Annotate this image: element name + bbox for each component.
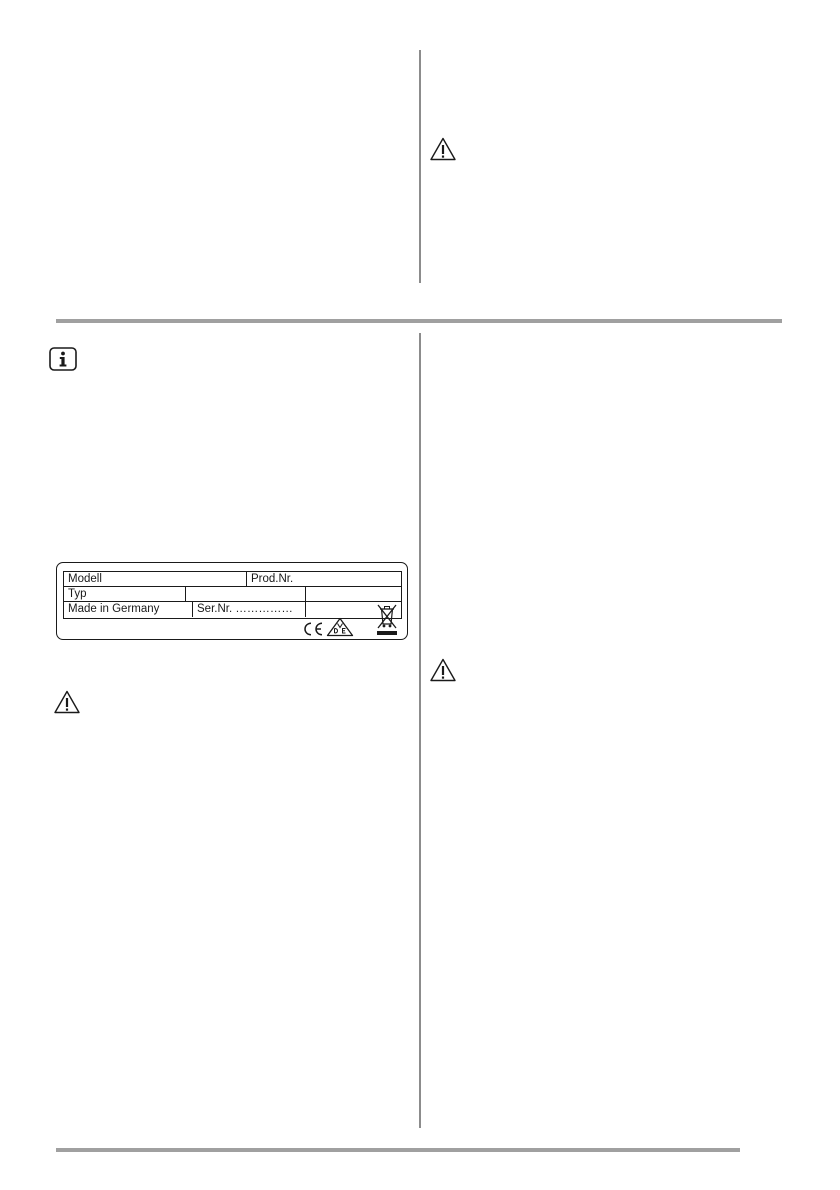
warning-triangle-icon (429, 136, 457, 162)
footer-rule (56, 1148, 740, 1152)
type-label: Typ (68, 588, 87, 600)
rating-plate-row-origin (64, 602, 401, 617)
serial-number-label: Ser.Nr. …………… (192, 602, 305, 617)
ce-mark-icon (301, 621, 325, 637)
model-label: Modell (68, 573, 102, 585)
vde-mark-icon (326, 617, 354, 637)
warning-triangle-icon (429, 657, 457, 683)
serial-extra-cell (305, 602, 369, 617)
weee-crossed-bin-icon (375, 603, 399, 637)
upper-column-divider (419, 50, 421, 283)
rating-plate (56, 562, 408, 640)
rating-plate-row-type (64, 587, 401, 602)
product-number-label: Prod.Nr. (246, 572, 403, 586)
info-icon (48, 346, 78, 372)
origin-label: Made in Germany (68, 603, 160, 615)
rating-plate-row-model (64, 572, 401, 587)
type-value-cell (185, 587, 305, 601)
rating-plate-grid (63, 571, 402, 619)
section-separator-rule (56, 319, 782, 323)
type-extra-cell (305, 587, 403, 601)
lower-column-divider (419, 333, 421, 1128)
warning-triangle-icon (53, 689, 81, 715)
